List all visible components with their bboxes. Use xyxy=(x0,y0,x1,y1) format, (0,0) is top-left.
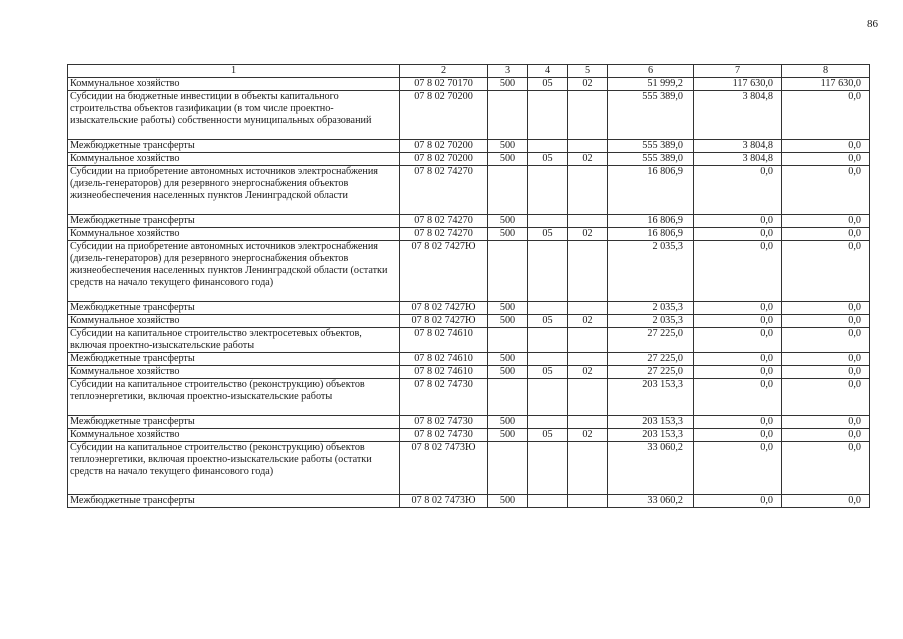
row-value-col8: 0,0 xyxy=(782,215,870,228)
row-pr-cell xyxy=(568,495,608,508)
row-value-col7: 0,0 xyxy=(694,228,782,241)
row-value-col8: 0,0 xyxy=(782,140,870,153)
row-vr-cell: 500 xyxy=(488,495,528,508)
table-row xyxy=(68,416,870,429)
row-pr-cell: 02 xyxy=(568,315,608,328)
row-value-col8: 0,0 xyxy=(782,328,870,353)
table-row xyxy=(68,328,870,353)
row-rz-cell xyxy=(528,215,568,228)
table-row xyxy=(68,429,870,442)
row-rz-cell xyxy=(528,328,568,353)
row-value-col7: 0,0 xyxy=(694,416,782,429)
row-value-col6: 203 153,3 xyxy=(608,429,694,442)
table-row xyxy=(68,78,870,91)
row-rz-cell: 05 xyxy=(528,228,568,241)
table-row xyxy=(68,166,870,215)
row-value-col8: 0,0 xyxy=(782,353,870,366)
header-cell: 2 xyxy=(400,65,488,78)
row-pr-cell xyxy=(568,166,608,215)
row-pr-cell: 02 xyxy=(568,153,608,166)
row-code-cell: 07 8 02 74610 xyxy=(400,328,488,353)
row-value-col6: 2 035,3 xyxy=(608,302,694,315)
row-name-cell: Межбюджетные трансферты xyxy=(68,302,400,315)
row-value-col8: 0,0 xyxy=(782,366,870,379)
header-cell: 1 xyxy=(68,65,400,78)
header-cell: 7 xyxy=(694,65,782,78)
row-value-col6: 27 225,0 xyxy=(608,366,694,379)
row-value-col8: 0,0 xyxy=(782,416,870,429)
row-vr-cell: 500 xyxy=(488,78,528,91)
row-value-col6: 27 225,0 xyxy=(608,328,694,353)
row-value-col7: 0,0 xyxy=(694,495,782,508)
row-value-col6: 33 060,2 xyxy=(608,495,694,508)
table-row xyxy=(68,302,870,315)
table-row xyxy=(68,315,870,328)
table-row xyxy=(68,353,870,366)
row-vr-cell xyxy=(488,166,528,215)
row-vr-cell xyxy=(488,328,528,353)
row-rz-cell: 05 xyxy=(528,315,568,328)
row-rz-cell xyxy=(528,302,568,315)
row-rz-cell xyxy=(528,495,568,508)
row-value-col6: 555 389,0 xyxy=(608,91,694,140)
row-vr-cell: 500 xyxy=(488,215,528,228)
row-vr-cell xyxy=(488,442,528,495)
row-rz-cell xyxy=(528,379,568,416)
row-rz-cell xyxy=(528,442,568,495)
row-value-col6: 555 389,0 xyxy=(608,140,694,153)
row-pr-cell xyxy=(568,442,608,495)
row-value-col7: 0,0 xyxy=(694,215,782,228)
row-value-col8: 0,0 xyxy=(782,153,870,166)
header-cell: 8 xyxy=(782,65,870,78)
row-pr-cell xyxy=(568,416,608,429)
row-code-cell: 07 8 02 74270 xyxy=(400,166,488,215)
row-name-cell: Коммунальное хозяйство xyxy=(68,153,400,166)
page-number: 86 xyxy=(867,18,878,30)
table-row xyxy=(68,366,870,379)
row-name-cell: Коммунальное хозяйство xyxy=(68,78,400,91)
row-name-cell: Коммунальное хозяйство xyxy=(68,429,400,442)
table-row xyxy=(68,241,870,302)
row-value-col7: 0,0 xyxy=(694,442,782,495)
row-code-cell: 07 8 02 74730 xyxy=(400,429,488,442)
row-rz-cell xyxy=(528,241,568,302)
row-name-cell: Субсидии на капитальное строительство (реконструкцию) объектов теплоэнергетики, включая проектно-изыскательские работы (остатки средств на начало текущего финансового года) xyxy=(68,442,400,495)
row-name-cell: Межбюджетные трансферты xyxy=(68,353,400,366)
row-code-cell: 07 8 02 74270 xyxy=(400,228,488,241)
row-vr-cell: 500 xyxy=(488,140,528,153)
row-code-cell: 07 8 02 7427Ю xyxy=(400,315,488,328)
row-value-col8: 0,0 xyxy=(782,315,870,328)
row-pr-cell xyxy=(568,353,608,366)
row-value-col7: 0,0 xyxy=(694,241,782,302)
row-name-cell: Межбюджетные трансферты xyxy=(68,215,400,228)
row-value-col7: 117 630,0 xyxy=(694,78,782,91)
row-pr-cell xyxy=(568,379,608,416)
row-value-col7: 0,0 xyxy=(694,379,782,416)
row-vr-cell xyxy=(488,379,528,416)
row-value-col6: 203 153,3 xyxy=(608,379,694,416)
table-row xyxy=(68,140,870,153)
row-value-col7: 0,0 xyxy=(694,353,782,366)
row-value-col7: 3 804,8 xyxy=(694,91,782,140)
row-code-cell: 07 8 02 7473Ю xyxy=(400,495,488,508)
row-value-col7: 3 804,8 xyxy=(694,153,782,166)
row-name-cell: Межбюджетные трансферты xyxy=(68,495,400,508)
row-value-col8: 0,0 xyxy=(782,241,870,302)
row-vr-cell: 500 xyxy=(488,416,528,429)
row-pr-cell xyxy=(568,91,608,140)
row-value-col7: 0,0 xyxy=(694,166,782,215)
row-pr-cell: 02 xyxy=(568,429,608,442)
row-name-cell: Субсидии на капитальное строительство электросетевых объектов, включая проектно-изыскательские работы xyxy=(68,328,400,353)
row-value-col8: 0,0 xyxy=(782,442,870,495)
row-name-cell: Субсидии на приобретение автономных источников электроснабжения (дизель-генераторов) для резервного энергоснабжения объектов жизнеобеспечения населенных пунктов Ленинградской области xyxy=(68,166,400,215)
table-row xyxy=(68,442,870,495)
row-rz-cell: 05 xyxy=(528,366,568,379)
row-name-cell: Коммунальное хозяйство xyxy=(68,315,400,328)
row-rz-cell: 05 xyxy=(528,153,568,166)
row-value-col7: 0,0 xyxy=(694,366,782,379)
row-value-col8: 0,0 xyxy=(782,429,870,442)
row-value-col7: 3 804,8 xyxy=(694,140,782,153)
row-vr-cell: 500 xyxy=(488,366,528,379)
row-code-cell: 07 8 02 70200 xyxy=(400,153,488,166)
table-row xyxy=(68,91,870,140)
header-cell: 6 xyxy=(608,65,694,78)
row-vr-cell: 500 xyxy=(488,228,528,241)
row-code-cell: 07 8 02 74610 xyxy=(400,353,488,366)
row-vr-cell: 500 xyxy=(488,353,528,366)
table-row xyxy=(68,495,870,508)
row-vr-cell: 500 xyxy=(488,429,528,442)
row-value-col6: 16 806,9 xyxy=(608,228,694,241)
row-pr-cell xyxy=(568,215,608,228)
row-name-cell: Субсидии на бюджетные инвестиции в объекты капитального строительства объектов газификации (в том числе проектно-изыскательские работы) собственности муниципальных образований xyxy=(68,91,400,140)
row-value-col6: 203 153,3 xyxy=(608,416,694,429)
row-value-col6: 51 999,2 xyxy=(608,78,694,91)
row-value-col8: 117 630,0 xyxy=(782,78,870,91)
row-pr-cell xyxy=(568,241,608,302)
row-value-col7: 0,0 xyxy=(694,302,782,315)
row-value-col6: 16 806,9 xyxy=(608,166,694,215)
header-cell: 4 xyxy=(528,65,568,78)
row-pr-cell xyxy=(568,328,608,353)
row-code-cell: 07 8 02 7427Ю xyxy=(400,302,488,315)
row-vr-cell: 500 xyxy=(488,315,528,328)
row-vr-cell xyxy=(488,91,528,140)
row-pr-cell xyxy=(568,302,608,315)
row-code-cell: 07 8 02 7473Ю xyxy=(400,442,488,495)
row-value-col8: 0,0 xyxy=(782,166,870,215)
row-value-col6: 16 806,9 xyxy=(608,215,694,228)
row-code-cell: 07 8 02 70200 xyxy=(400,140,488,153)
row-value-col7: 0,0 xyxy=(694,429,782,442)
row-rz-cell xyxy=(528,166,568,215)
header-row xyxy=(68,65,870,78)
row-name-cell: Коммунальное хозяйство xyxy=(68,366,400,379)
row-name-cell: Субсидии на капитальное строительство (реконструкцию) объектов теплоэнергетики, включая проектно-изыскательские работы xyxy=(68,379,400,416)
row-vr-cell xyxy=(488,241,528,302)
row-value-col7: 0,0 xyxy=(694,328,782,353)
row-rz-cell xyxy=(528,416,568,429)
row-code-cell: 07 8 02 74730 xyxy=(400,379,488,416)
row-pr-cell xyxy=(568,140,608,153)
row-value-col8: 0,0 xyxy=(782,91,870,140)
row-pr-cell: 02 xyxy=(568,228,608,241)
row-pr-cell: 02 xyxy=(568,78,608,91)
row-name-cell: Межбюджетные трансферты xyxy=(68,140,400,153)
row-rz-cell: 05 xyxy=(528,429,568,442)
row-code-cell: 07 8 02 74270 xyxy=(400,215,488,228)
budget-table xyxy=(67,64,870,508)
row-value-col8: 0,0 xyxy=(782,228,870,241)
table-row xyxy=(68,228,870,241)
row-rz-cell xyxy=(528,353,568,366)
row-vr-cell: 500 xyxy=(488,302,528,315)
row-name-cell: Межбюджетные трансферты xyxy=(68,416,400,429)
row-value-col6: 555 389,0 xyxy=(608,153,694,166)
row-code-cell: 07 8 02 70170 xyxy=(400,78,488,91)
row-rz-cell xyxy=(528,91,568,140)
row-vr-cell: 500 xyxy=(488,153,528,166)
row-value-col8: 0,0 xyxy=(782,379,870,416)
row-value-col6: 2 035,3 xyxy=(608,241,694,302)
row-name-cell: Коммунальное хозяйство xyxy=(68,228,400,241)
header-cell: 5 xyxy=(568,65,608,78)
table-row xyxy=(68,215,870,228)
row-code-cell: 07 8 02 7427Ю xyxy=(400,241,488,302)
row-code-cell: 07 8 02 74610 xyxy=(400,366,488,379)
row-code-cell: 07 8 02 74730 xyxy=(400,416,488,429)
row-value-col8: 0,0 xyxy=(782,302,870,315)
row-rz-cell xyxy=(528,140,568,153)
row-name-cell: Субсидии на приобретение автономных источников электроснабжения (дизель-генераторов) для резервного энергоснабжения объектов жизнеобеспечения населенных пунктов Ленинградской области (остатки средств на начало текущего финансового года) xyxy=(68,241,400,302)
row-value-col6: 2 035,3 xyxy=(608,315,694,328)
row-value-col6: 33 060,2 xyxy=(608,442,694,495)
row-value-col7: 0,0 xyxy=(694,315,782,328)
row-rz-cell: 05 xyxy=(528,78,568,91)
row-value-col6: 27 225,0 xyxy=(608,353,694,366)
row-code-cell: 07 8 02 70200 xyxy=(400,91,488,140)
table-row xyxy=(68,153,870,166)
row-pr-cell: 02 xyxy=(568,366,608,379)
table-row xyxy=(68,379,870,416)
row-value-col8: 0,0 xyxy=(782,495,870,508)
header-cell: 3 xyxy=(488,65,528,78)
